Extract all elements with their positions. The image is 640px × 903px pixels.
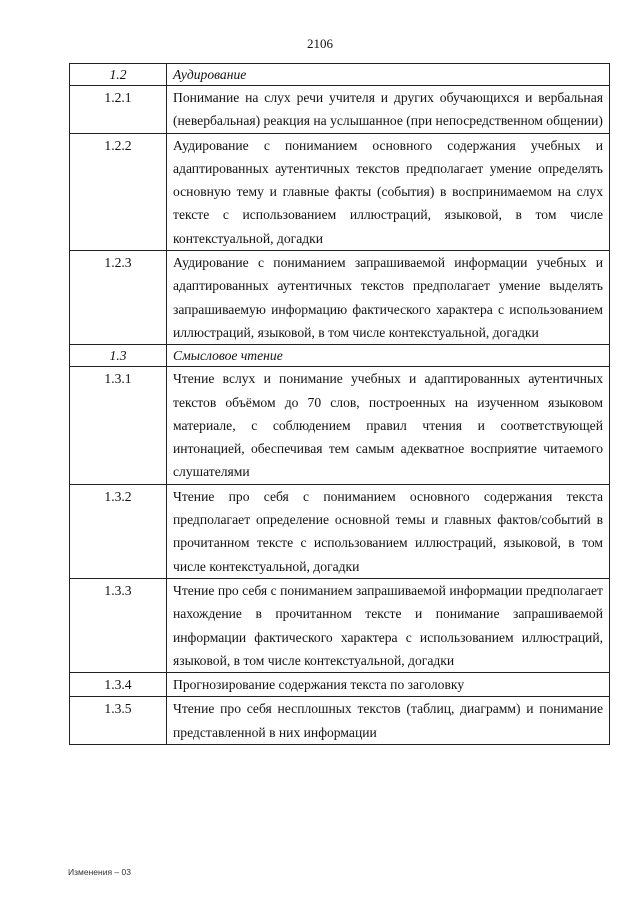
- table-row: [70, 251, 610, 345]
- section-row: [70, 345, 610, 367]
- content-table: [69, 63, 610, 745]
- row-code: 1.3.4: [70, 673, 167, 697]
- table-row: [70, 367, 610, 484]
- row-code: 1.3.2: [70, 484, 167, 578]
- table-row: [70, 673, 610, 697]
- row-description: Понимание на слух речи учителя и других обучающихся и вербальная (невербальная) реакция на услышанное (при непосредственном общении): [167, 86, 610, 134]
- row-description: Аудирование с пониманием запрашиваемой информации учебных и адаптированных аутентичных текстов предполагает умение выделять запрашиваемую информацию фактического характера с использованием иллюстраций, языковой, в том числе контекстуальной, догадки: [167, 251, 610, 345]
- section-title: Аудирование: [167, 64, 610, 86]
- row-code: 1.2.1: [70, 86, 167, 134]
- row-code: 1.2.3: [70, 251, 167, 345]
- row-description: Чтение про себя с пониманием запрашиваемой информации предполагает нахождение в прочитанном тексте и понимание запрашиваемой информации фактического характера с использованием иллюстраций, языковой, в том числе контекстуальной, догадки: [167, 578, 610, 672]
- table-row: [70, 86, 610, 134]
- row-code: 1.3: [70, 345, 167, 367]
- row-code: 1.3.1: [70, 367, 167, 484]
- row-code: 1.3.5: [70, 697, 167, 745]
- row-description: Чтение про себя с пониманием основного содержания текста предполагает определение основной темы и главных фактов/событий в прочитанном тексте с использованием иллюстраций, языковой, в том числе контекстуальной, догадки: [167, 484, 610, 578]
- table-row: [70, 697, 610, 745]
- row-description: Чтение вслух и понимание учебных и адаптированных аутентичных текстов объёмом до 70 слов, построенных на изученном языковом материале, с соблюдением правил чтения и соответствующей интонацией, обеспечивая тем самым адекватное восприятие читаемого слушателями: [167, 367, 610, 484]
- row-code: 1.2: [70, 64, 167, 86]
- section-row: [70, 64, 610, 86]
- table-row: [70, 484, 610, 578]
- page-number: 2106: [307, 36, 333, 51]
- section-title: Смысловое чтение: [167, 345, 610, 367]
- table-row: [70, 133, 610, 250]
- table-row: [70, 578, 610, 672]
- row-description: Прогнозирование содержания текста по заголовку: [167, 673, 610, 697]
- row-description: Аудирование с пониманием основного содержания учебных и адаптированных аутентичных текстов предполагает умение определять основную тему и главные факты (события) в воспринимаемом на слух тексте с использованием иллюстраций, языковой, в том числе контекстуальной, догадки: [167, 133, 610, 250]
- footer-changes: Изменения – 03: [68, 867, 131, 877]
- row-description: Чтение про себя несплошных текстов (таблиц, диаграмм) и понимание представленной в них информации: [167, 697, 610, 745]
- table-body: [70, 64, 610, 745]
- row-code: 1.2.2: [70, 133, 167, 250]
- row-code: 1.3.3: [70, 578, 167, 672]
